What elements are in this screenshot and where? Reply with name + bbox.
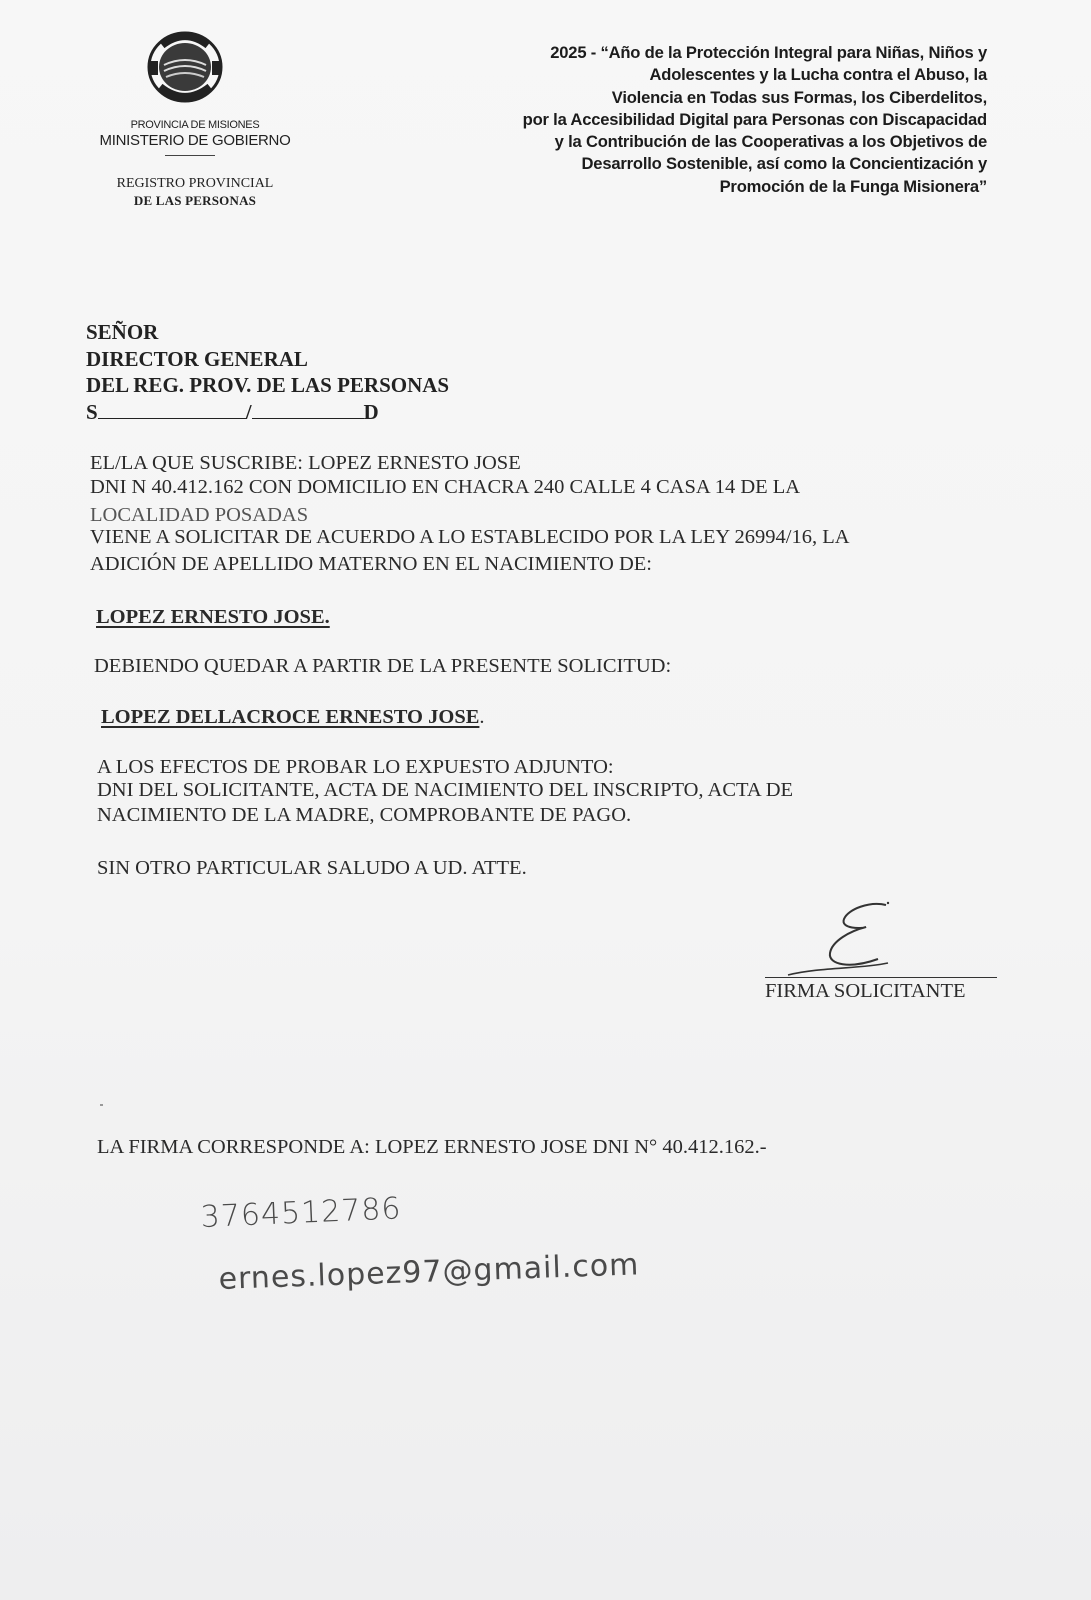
- body-line: LOCALIDAD POSADAS: [90, 504, 309, 526]
- blank-line: [252, 400, 364, 419]
- addressee-line: SEÑOR: [86, 320, 159, 344]
- sd-d: D: [363, 400, 379, 424]
- motto-line: 2025 - “Año de la Protección Integral para Niñas, Niños y: [550, 43, 987, 62]
- handwritten-email: ernes.lopez97@gmail.com: [218, 1247, 640, 1297]
- province-name: PROVINCIA DE MISIONES: [130, 119, 260, 131]
- year-motto: [407, 42, 987, 198]
- motto-line: Promoción de la Funga Misionera”: [719, 176, 987, 196]
- body-line: NACIMIENTO DE LA MADRE, COMPROBANTE DE PAGO.: [97, 804, 632, 826]
- motto-line: Violencia en Todas sus Formas, los Ciberdelitos,: [611, 87, 987, 107]
- body-line: A LOS EFECTOS DE PROBAR LO EXPUESTO ADJUNTO:: [97, 756, 614, 778]
- handwritten-signature: [770, 895, 910, 985]
- current-name: LOPEZ ERNESTO JOSE.: [96, 606, 330, 628]
- body-line: DNI N 40.412.162 CON DOMICILIO EN CHACRA 240 CALLE 4 CASA 14 DE LA: [90, 476, 801, 498]
- body-line: ADICIÓN DE APELLIDO MATERNO EN EL NACIMIENTO DE:: [90, 553, 652, 575]
- addressee-line: DEL REG. PROV. DE LAS PERSONAS: [86, 373, 450, 397]
- sd-s: S: [86, 400, 98, 424]
- motto-line: Adolescentes y la Lucha contra el Abuso, la: [649, 65, 987, 85]
- province-crest-logo: [140, 25, 230, 110]
- body-line: DNI DEL SOLICITANTE, ACTA DE NACIMIENTO DEL INSCRIPTO, ACTA DE: [97, 779, 794, 801]
- motto-line: y la Contribución de las Cooperativas a los Objetivos de: [554, 132, 987, 152]
- header-divider: [165, 155, 215, 156]
- closing-line: SIN OTRO PARTICULAR SALUDO A UD. ATTE.: [97, 857, 527, 879]
- registry-name-line2: DE LAS PERSONAS: [133, 193, 257, 208]
- handwritten-phone: 3764512786: [200, 1191, 403, 1235]
- signature-label: FIRMA SOLICITANTE: [765, 980, 966, 1002]
- body-line: DEBIENDO QUEDAR A PARTIR DE LA PRESENTE SOLICITUD:: [94, 655, 672, 677]
- signature-line: [765, 977, 997, 978]
- body-line: EL/LA QUE SUSCRIBE: LOPEZ ERNESTO JOSE: [90, 452, 521, 474]
- new-name-line: [101, 706, 485, 729]
- page-mark: [100, 1104, 103, 1106]
- blank-line: [98, 400, 246, 419]
- sd-slash: /: [245, 400, 252, 424]
- body-line: VIENE A SOLICITAR DE ACUERDO A LO ESTABLECIDO POR LA LEY 26994/16, LA: [90, 526, 850, 548]
- salutation-sd: [86, 400, 379, 425]
- signature-certification: LA FIRMA CORRESPONDE A: LOPEZ ERNESTO JOSE DNI N° 40.412.162.-: [97, 1136, 767, 1158]
- ministry-name: MINISTERIO DE GOBIERNO: [99, 132, 291, 149]
- motto-line: Desarrollo Sostenible, así como la Concientización y: [581, 154, 987, 174]
- registry-name-line1: REGISTRO PROVINCIAL: [116, 176, 274, 191]
- addressee-line: DIRECTOR GENERAL: [86, 347, 308, 371]
- new-name-suffix: .: [479, 706, 485, 728]
- new-name: LOPEZ DELLACROCE ERNESTO JOSE: [101, 706, 480, 728]
- motto-line: por la Accesibilidad Digital para Personas con Discapacidad: [522, 109, 987, 129]
